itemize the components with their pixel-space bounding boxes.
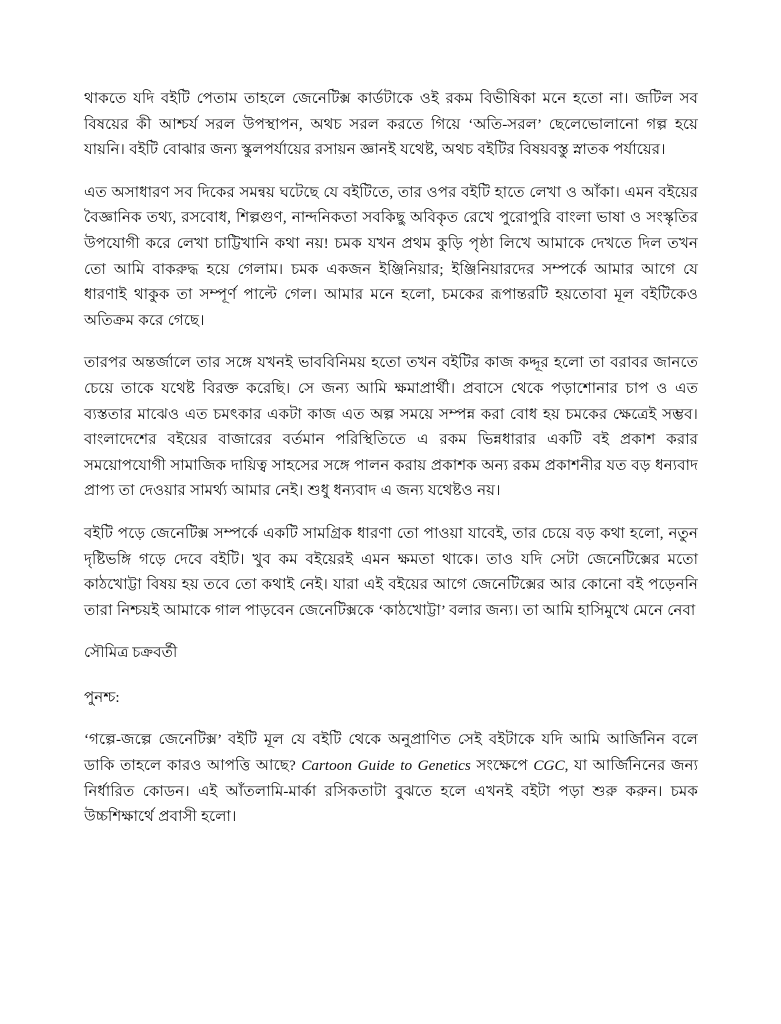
author-signature: সৌমিত্র চক্রবর্তী <box>84 644 178 662</box>
postscript-text-after-abbrev: , যা আর্জিনিনের জন্য নির্ধারিত কোডন। এই আঁতলামি-মার্কা রসিকতাটা বুঝতে হলে এখনই বইটা পড়া শুরু করুন। চমক উচ্চশিক্ষার্থে প্রবাসী হলো। <box>84 757 699 826</box>
postscript-label: পুনশ্চ: <box>84 688 120 706</box>
postscript-text-middle: সংক্ষেপে <box>470 757 534 775</box>
postscript-text-before-title: ‘গল্পে-জল্পে জেনেটিক্স’ বইটি মূল যে বইটি থেকে অনুপ্রাণিত সেই বইটাকে যদি আমি আর্জিনিন বলে ডাকি তাহলে কারও আপত্তি আছে? <box>84 731 698 775</box>
text-column <box>84 86 698 830</box>
body-paragraph-4: বইটি পড়ে জেনেটিক্স সম্পর্কে একটি সামগ্রিক ধারণা তো পাওয়া যাবেই, তার চেয়ে বড় কথা হলো, নতুন দৃষ্টিভঙ্গি গড়ে দেবে বইটি। খুব কম বইয়েরই এমন ক্ষমতা থাকে। তাও যদি সেটা জেনেটিক্সের মতো কাঠখোট্টা বিষয় হয় তবে তো কথাই নেই। যারা এই বইয়ের আগে জেনেটিক্সের আর কোনো বই পড়েননি তারা নিশ্চয়ই আমাকে গাল পাড়বেন জেনেটিক্সকে ‘কাঠখোট্টা’ বলার জন্য। তা আমি হাসিমুখে মেনে নেবা <box>84 524 698 619</box>
book-abbreviation: CGC <box>533 757 565 775</box>
referenced-book-title: Cartoon Guide to Genetics <box>301 757 471 775</box>
body-paragraph-2: এত অসাধারণ সব দিকের সমন্বয় ঘটেছে যে বইটিতে, তার ওপর বইটি হাতে লেখা ও আঁকা। এমন বইয়ের বৈজ্ঞানিক তথ্য, রসবোধ, শিল্পগুণ, নান্দনিকতা সবকিছু অবিকৃত রেখে পুরোপুরি বাংলা ভাষা ও সংস্কৃতির উপযোগী করে লেখা চাট্টিখানি কথা নয়! চমক যখন প্রথম কুড়ি পৃষ্ঠা লিখে আমাকে দেখতে দিল তখন তো আমি বাকরুদ্ধ হয়ে গেলাম। চমক একজন ইঞ্জিনিয়ার; ইঞ্জিনিয়ারদের সম্পর্কে আমার আগে যে ধারণাই থাকুক তা সম্পূর্ণ পাল্টে গেল। আমার মনে হলো, চমকের রূপান্তরটি হয়তোবা মূল বইটিকেও অতিক্রম করে গেছে। <box>84 183 698 329</box>
body-paragraph-1: থাকতে যদি বইটি পেতাম তাহলে জেনেটিক্স কার্ডটাকে ওই রকম বিভীষিকা মনে হতো না। জটিল সব বিষয়ের কী আশ্চর্য সরল উপস্থাপন, অথচ সরল করতে গিয়ে ‘অতি-সরল’ ছেলেভোলানো গল্প হয়ে যায়নি। বইটি বোঝার জন্য স্কুলপর্যায়ের রসায়ন জ্ঞানই যথেষ্ট, অথচ বইটির বিষয়বস্তু স্নাতক পর্যায়ের। <box>84 90 698 159</box>
postscript-paragraph <box>84 727 698 829</box>
body-paragraph-3: তারপর অন্তর্জালে তার সঙ্গে যখনই ভাববিনিময় হতো তখন বইটির কাজ কদ্দূর হলো তা বরাবর জানতে চেয়ে তাকে যথেষ্ট বিরক্ত করেছি। সে জন্য আমি ক্ষমাপ্রার্থী। প্রবাসে থেকে পড়াশোনার চাপ ও এত ব্যস্ততার মাঝেও এত চমৎকার একটা কাজ এত অল্প সময়ে সম্পন্ন করা বোধ হয় চমকের ক্ষেত্রেই সম্ভব। বাংলাদেশের বইয়ের বাজারের বর্তমান পরিস্থিতিতে এ রকম ভিন্নধারার একটি বই প্রকাশ করার সময়োপযোগী সামাজিক দায়িত্ব সাহসের সঙ্গে পালন করায় প্রকাশক অন্য রকম প্রকাশনীর যত বড় ধন্যবাদ প্রাপ্য তা দেওয়ার সামর্থ্য আমার নেই। শুধু ধন্যবাদ এ জন্য যথেষ্টও নয়। <box>84 354 698 500</box>
